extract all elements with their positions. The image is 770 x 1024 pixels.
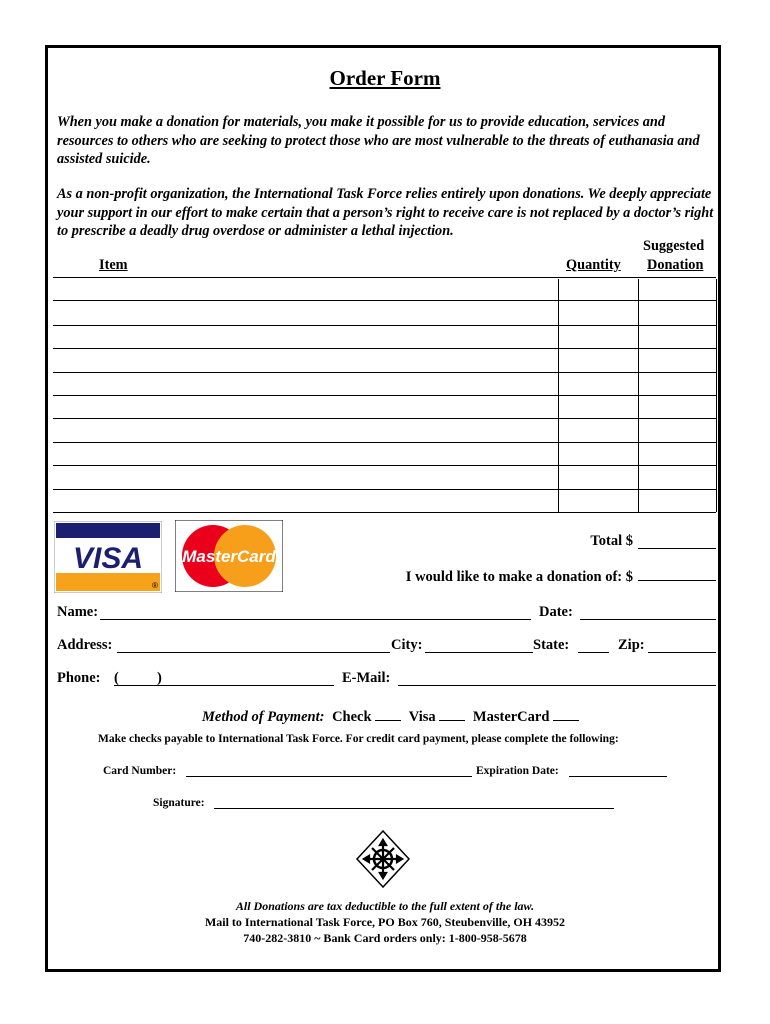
form-title: Order Form <box>329 66 441 90</box>
contact-phone: 740-282-3810 ~ Bank Card orders only: 1-800-958-5678 <box>243 931 527 945</box>
city-label: City: <box>391 637 423 653</box>
mailing-address: Mail to International Task Force, PO Box 760, Steubenville, OH 43952 <box>204 915 566 929</box>
date-label: Date: <box>539 604 573 620</box>
date-field[interactable] <box>580 619 716 620</box>
table-row-rule <box>53 465 716 466</box>
phone-paren-open: ( <box>114 670 119 686</box>
card-number-field[interactable] <box>186 776 472 777</box>
payment-method-row <box>202 706 579 726</box>
checks-payable-note: Make checks payable to International Task Force. For credit card payment, please complete the following: <box>98 733 619 745</box>
name-label: Name: <box>57 604 99 620</box>
mastercard-logo-icon <box>175 520 283 592</box>
nonprofit-paragraph: As a non-profit organization, the International Task Force relies entirely upon donations. We deeply appreciate your support in our effort to make certain that a person’s right to receive care is not replaced by a doctor’s right to prescribe a deadly drug overdose or administer a lethal injection. <box>57 186 714 239</box>
mastercard-logo-text: MasterCard <box>182 547 276 566</box>
visa-option-label: Visa <box>408 709 436 725</box>
check-option-field[interactable] <box>375 706 401 721</box>
expiration-date-field[interactable] <box>569 776 667 777</box>
mastercard-option-label: MasterCard <box>472 709 550 725</box>
total-label: Total $ <box>590 533 633 549</box>
state-label: State: <box>533 637 570 653</box>
donation-amount-field[interactable] <box>638 580 716 581</box>
donation-column-header: Donation <box>647 257 704 273</box>
item-column-header: Item <box>99 257 128 273</box>
suggested-column-header: Suggested <box>643 238 705 254</box>
table-row-rule <box>53 372 716 373</box>
address-field[interactable] <box>117 652 390 653</box>
table-row-rule <box>53 512 716 513</box>
email-label: E-Mail: <box>342 670 391 686</box>
visa-option-field[interactable] <box>439 706 465 721</box>
signature-label: Signature: <box>153 797 205 809</box>
signature-field[interactable] <box>214 808 614 809</box>
table-row-rule <box>53 300 716 301</box>
payment-method-label: Method of Payment: <box>202 709 325 725</box>
table-row-rule <box>53 348 716 349</box>
name-field[interactable] <box>100 619 531 620</box>
table-row-rule <box>53 418 716 419</box>
intro-paragraph: When you make a donation for materials, you make it possible for us to provide education, services and resources to others who are seeking to protect those who are most vulnerable to the threats of euthanasia and assisted suicide. <box>57 114 700 167</box>
tax-deductible-note: All Donations are tax deductible to the full extent of the law. <box>235 899 535 913</box>
table-header-rule <box>53 277 716 278</box>
total-field[interactable] <box>638 548 716 549</box>
card-number-label: Card Number: <box>103 765 177 777</box>
table-right-edge <box>716 279 717 512</box>
visa-logo-icon <box>54 521 162 593</box>
quantity-column-divider <box>558 279 559 512</box>
compass-diamond-icon <box>355 829 411 889</box>
zip-field[interactable] <box>648 652 716 653</box>
check-option-label: Check <box>332 709 372 725</box>
table-row-rule <box>53 325 716 326</box>
phone-paren-close: ) <box>157 670 162 686</box>
phone-label: Phone: <box>57 670 101 686</box>
address-label: Address: <box>57 637 113 653</box>
expiration-date-label: Expiration Date: <box>476 765 559 777</box>
table-row-rule <box>53 442 716 443</box>
visa-logo-text: VISA <box>72 542 144 575</box>
mastercard-option-field[interactable] <box>553 706 579 721</box>
table-row-rule <box>53 395 716 396</box>
city-field[interactable] <box>425 652 533 653</box>
phone-field[interactable] <box>114 685 334 686</box>
quantity-column-header: Quantity <box>566 257 621 273</box>
email-field[interactable] <box>398 685 716 686</box>
state-field[interactable] <box>578 652 609 653</box>
zip-label: Zip: <box>618 637 645 653</box>
donation-amount-label: I would like to make a donation of: $ <box>405 569 633 585</box>
table-row-rule <box>53 489 716 490</box>
donation-column-divider <box>638 279 639 512</box>
visa-registered-mark: ® <box>152 581 158 590</box>
